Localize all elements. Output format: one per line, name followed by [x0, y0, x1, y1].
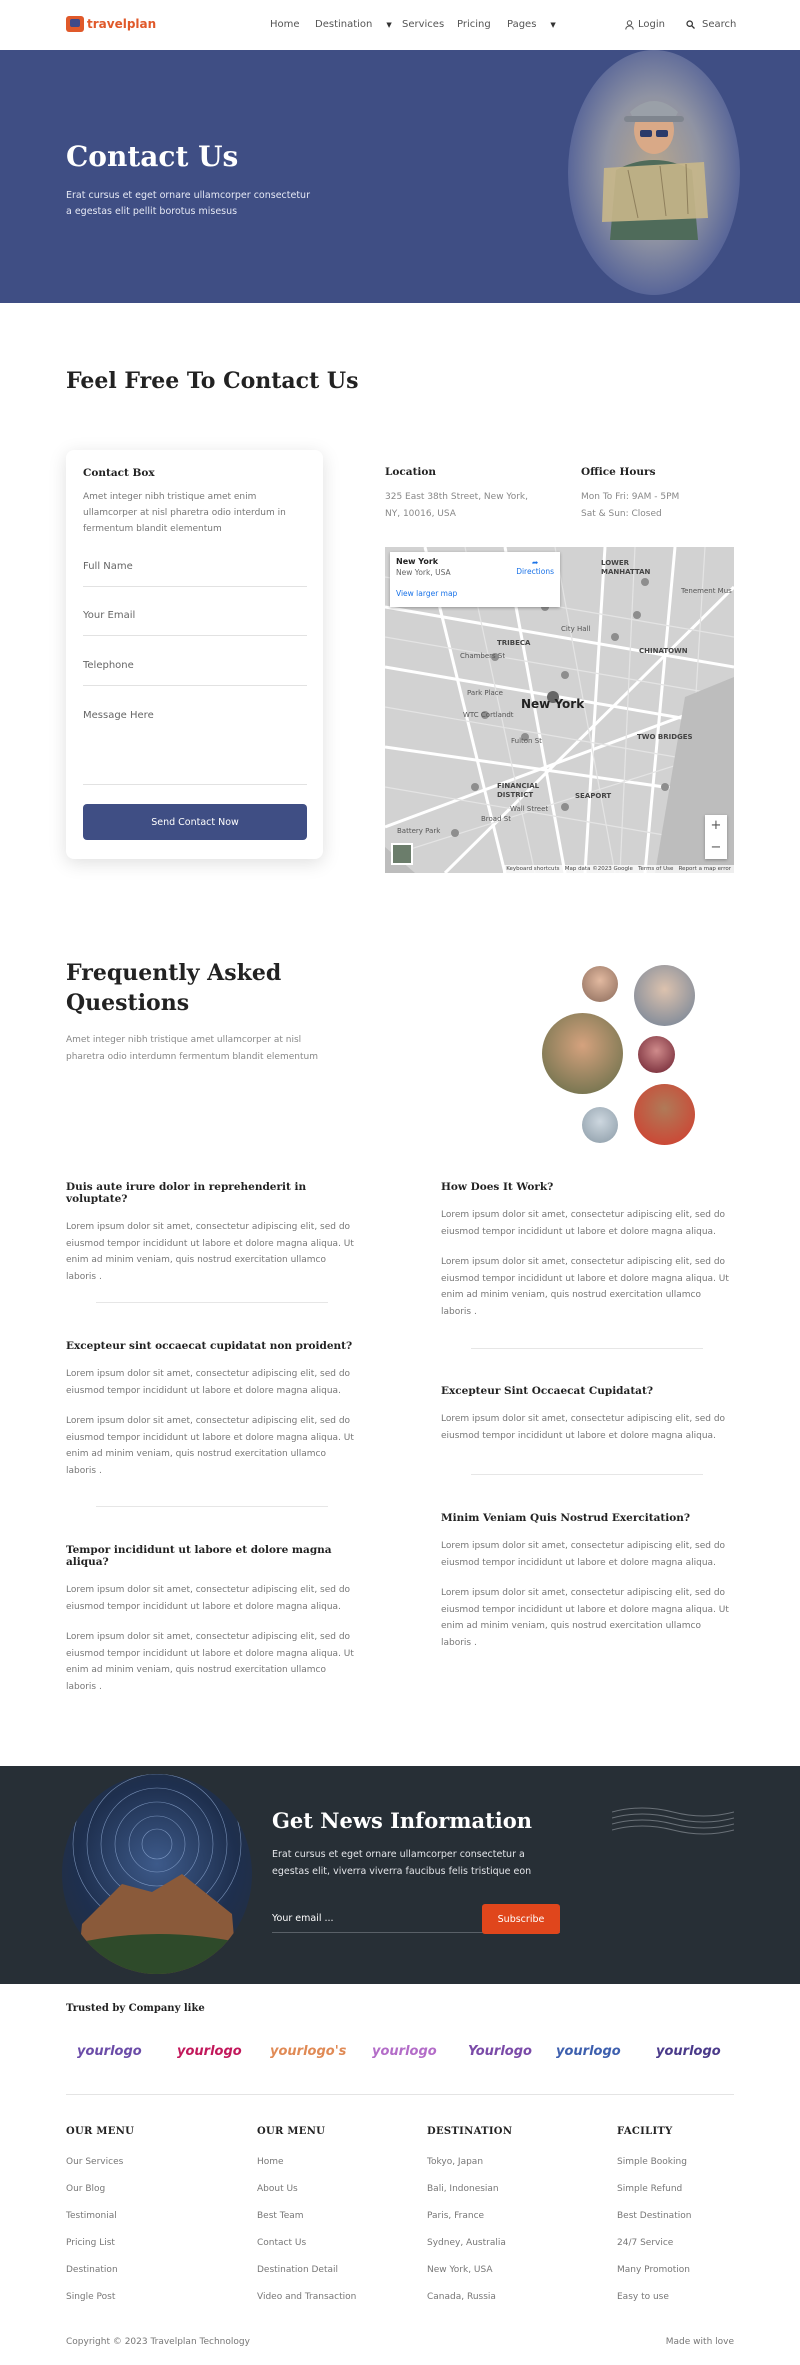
map-label-chinatown: CHINATOWN — [639, 647, 688, 655]
map-label-financial-district: FINANCIAL DISTRICT — [497, 782, 540, 799]
map-label-wall-street: Wall Street — [510, 805, 549, 813]
map-label-city-hall: City Hall — [561, 625, 591, 633]
partner-logo-7[interactable]: yourlogo — [656, 2044, 721, 2059]
faq-answer-4b: Lorem ipsum dolor sit amet, consectetur adipiscing elit, sed do eiusmod tempor incididunt ut labore et dolore magna aliqua. Ut enim ad minim veniam, quis nostrud exercitation ullamco laboris . — [441, 1257, 729, 1317]
footer-col-title: FACILITY — [617, 2126, 673, 2137]
chevron-down-icon: ▼ — [386, 20, 392, 29]
footer-link[interactable]: Destination — [66, 2265, 118, 2275]
faq-answer-3b: Lorem ipsum dolor sit amet, consectetur adipiscing elit, sed do eiusmod tempor incididunt ut labore et dolore magna aliqua. Ut enim ad minim veniam, quis nostrud exercitation ullamco laboris . — [66, 1632, 354, 1692]
traveler-photo — [568, 50, 740, 295]
faq-photo-5 — [582, 1107, 618, 1143]
login-label: Login — [638, 19, 665, 30]
footer-link[interactable]: Destination Detail — [257, 2265, 339, 2275]
star-trail-illustration — [62, 1774, 252, 1974]
footer-link[interactable]: Pricing List — [66, 2238, 115, 2248]
contact-form-card — [66, 450, 323, 859]
office-hours-weekday: Mon To Fri: 9AM - 5PM — [581, 492, 680, 502]
google-map[interactable] — [385, 547, 734, 873]
map-label-tribeca: TRIBECA — [497, 639, 531, 647]
footer-link[interactable]: Canada, Russia — [427, 2292, 496, 2302]
map-label-new-york: New York — [521, 697, 585, 711]
map-label-chambers: Chambers St — [460, 652, 506, 660]
login-link[interactable] — [625, 19, 665, 30]
footer-col-title: DESTINATION — [427, 2126, 513, 2137]
map-label-lower-manhattan: LOWER MANHATTAN — [601, 559, 651, 576]
faq-photo-4 — [638, 1036, 675, 1073]
faq-answer-5: Lorem ipsum dolor sit amet, consectetur adipiscing elit, sed do eiusmod tempor incididunt ut labore et dolore magna aliqua. — [441, 1414, 726, 1441]
footer-link[interactable]: Best Destination — [617, 2211, 692, 2221]
map-zoom-controls — [705, 815, 727, 859]
faq-answer-2a: Lorem ipsum dolor sit amet, consectetur adipiscing elit, sed do eiusmod tempor incididunt ut labore et dolore magna aliqua. — [66, 1369, 351, 1396]
email-input[interactable]: Your Email — [83, 610, 307, 636]
faq-divider — [96, 1302, 328, 1303]
footer-col-facility — [617, 2126, 691, 2319]
map-label-park-place: Park Place — [467, 689, 503, 697]
top-nav — [0, 0, 800, 50]
nav-destination[interactable] — [315, 19, 392, 30]
search-link[interactable] — [686, 19, 736, 30]
faq-question-1[interactable]: Duis aute irure dolor in reprehenderit in voluptate? — [66, 1181, 307, 1205]
faq-question-3[interactable]: Tempor incididunt ut labore et dolore magna aliqua? — [66, 1544, 332, 1568]
faq-answer-2b: Lorem ipsum dolor sit amet, consectetur adipiscing elit, sed do eiusmod tempor incididunt ut labore et dolore magna aliqua. Ut enim ad minim veniam, quis nostrud exercitation ullamco laboris . — [66, 1416, 354, 1476]
partner-logo-1[interactable]: yourlogo — [77, 2044, 142, 2059]
page-title: Contact Us — [66, 140, 239, 173]
faq-answer-6a: Lorem ipsum dolor sit amet, consectetur adipiscing elit, sed do eiusmod tempor incididunt ut labore et dolore magna aliqua. — [441, 1541, 726, 1568]
map-label-two-bridges: TWO BRIDGES — [637, 733, 693, 741]
location-address: 325 East 38th Street, New York, NY, 10016, USA — [385, 492, 529, 519]
map-label-tenement: Tenement Mus — [681, 587, 732, 595]
partner-logo-4[interactable]: yourlogo — [372, 2044, 437, 2059]
footer-link[interactable]: Video and Transaction — [257, 2292, 357, 2302]
star-trail-photo — [62, 1774, 252, 1974]
copyright-text: Copyright © 2023 Travelplan Technology — [66, 2337, 250, 2347]
footer-link[interactable]: New York, USA — [427, 2265, 493, 2275]
search-label: Search — [702, 19, 737, 30]
faq-answer-1: Lorem ipsum dolor sit amet, consectetur adipiscing elit, sed do eiusmod tempor incididunt ut labore et dolore magna aliqua. Ut enim ad minim veniam, quis nostrud exercitation ullamco laboris . — [66, 1222, 354, 1282]
newsletter-section — [0, 1766, 800, 1984]
faq-divider — [471, 1348, 703, 1349]
map-directions-label: Directions — [516, 567, 554, 576]
newsletter-text: Erat cursus et eget ornare ullamcorper consectetur a egestas elit, viverra viverra faucibus felis tristique eon — [272, 1849, 532, 1877]
newsletter-email-input[interactable]: Your email ... — [272, 1905, 560, 1933]
faq-item-6[interactable] — [441, 1512, 731, 1665]
footer-col-destination — [427, 2126, 512, 2319]
faq-item-2[interactable] — [66, 1340, 356, 1493]
footer-link[interactable]: Best Team — [257, 2211, 304, 2221]
footer-link[interactable]: Contact Us — [257, 2238, 307, 2248]
footer-link[interactable]: Sydney, Australia — [427, 2238, 506, 2248]
footer-link[interactable]: Bali, Indonesian — [427, 2184, 499, 2194]
faq-question-5[interactable]: Excepteur Sint Occaecat Cupidatat? — [441, 1385, 653, 1397]
footer-link[interactable]: Simple Refund — [617, 2184, 683, 2194]
map-label-wtc: WTC Cortlandt — [463, 711, 514, 719]
directions-icon: ➦ — [531, 558, 539, 567]
logo-icon — [66, 16, 84, 32]
contact-box-title: Contact Box — [83, 467, 155, 479]
footer-link[interactable]: Single Post — [66, 2292, 116, 2302]
office-hours-weekend: Sat & Sun: Closed — [581, 509, 662, 519]
footer-link[interactable]: Easy to use — [617, 2292, 669, 2302]
faq-heading-line2: Questions — [66, 990, 190, 1016]
faq-item-4[interactable] — [441, 1181, 731, 1334]
map-label-fulton: Fulton St — [511, 737, 542, 745]
office-hours-title: Office Hours — [581, 466, 656, 478]
footer-link[interactable]: About Us — [257, 2184, 298, 2194]
faq-divider — [471, 1474, 703, 1475]
map-info-card — [390, 552, 560, 607]
user-icon — [625, 20, 634, 30]
nav-services-label: Services — [402, 19, 445, 30]
partner-logo-5[interactable]: Yourlogo — [468, 2044, 532, 2059]
newsletter-title: Get News Information — [272, 1808, 533, 1833]
footer-col-title: OUR MENU — [66, 2126, 135, 2137]
nav-home[interactable] — [270, 19, 300, 30]
nav-destination-label: Destination — [315, 19, 373, 30]
footer-col-title: OUR MENU — [257, 2126, 326, 2137]
faq-question-6[interactable]: Minim Veniam Quis Nostrud Exercitation? — [441, 1512, 691, 1524]
faq-photo-6 — [634, 1084, 695, 1145]
map-label-battery-park: Battery Park — [397, 827, 441, 835]
faq-item-3[interactable] — [66, 1544, 356, 1709]
location-title: Location — [385, 466, 437, 478]
footer-divider — [66, 2094, 734, 2095]
footer-link[interactable]: Home — [257, 2157, 284, 2167]
contact-heading: Feel Free To Contact Us — [66, 368, 359, 394]
send-contact-button[interactable]: Send Contact Now — [83, 804, 307, 840]
footer-link[interactable]: Many Promotion — [617, 2265, 690, 2275]
subscribe-button[interactable]: Subscribe — [482, 1904, 560, 1934]
nav-pricing-label: Pricing — [457, 19, 491, 30]
hero-subtitle: Erat cursus et eget ornare ullamcorper consectetur a egestas elit pellit borotus misesus — [66, 190, 310, 217]
footer-link[interactable]: Testimonial — [66, 2211, 117, 2221]
nav-pages[interactable] — [507, 19, 556, 30]
faq-photo-1 — [582, 966, 618, 1002]
map-directions-link[interactable] — [516, 558, 554, 576]
trusted-title: Trusted by Company like — [66, 2003, 205, 2014]
traveler-illustration — [568, 50, 740, 295]
footer-link[interactable]: Our Services — [66, 2157, 124, 2167]
faq-answer-3a: Lorem ipsum dolor sit amet, consectetur adipiscing elit, sed do eiusmod tempor incididunt ut labore et dolore magna aliqua. — [66, 1585, 351, 1612]
map-satellite-toggle[interactable] — [391, 843, 413, 865]
full-name-input[interactable]: Full Name — [83, 561, 307, 587]
map-place-sub: New York, USA — [396, 568, 451, 577]
footer-link[interactable]: Simple Booking — [617, 2157, 687, 2167]
faq-answer-4a: Lorem ipsum dolor sit amet, consectetur adipiscing elit, sed do eiusmod tempor incididunt ut labore et dolore magna aliqua. — [441, 1210, 726, 1237]
chevron-down-icon: ▼ — [550, 20, 556, 29]
nav-pages-label: Pages — [507, 19, 537, 30]
zoom-in-button[interactable]: + — [710, 818, 722, 833]
made-with-love-text: Made with love — [665, 2337, 734, 2347]
faq-divider — [96, 1506, 328, 1507]
zoom-out-button[interactable]: − — [710, 840, 722, 855]
wave-lines-decoration — [612, 1804, 734, 1838]
faq-intro: Amet integer nibh tristique amet ullamcorper at nisl pharetra odio interdumn fermentum blandit elementum — [66, 1035, 318, 1062]
faq-heading-line1: Frequently Asked — [66, 960, 282, 986]
map-label-broad-st: Broad St — [481, 815, 511, 823]
brand-logo[interactable] — [66, 16, 156, 32]
footer-link[interactable]: Paris, France — [427, 2211, 485, 2221]
partner-logo-2[interactable]: yourlogo — [177, 2044, 242, 2059]
partner-logo-6[interactable]: yourlogo — [556, 2044, 621, 2059]
map-label-seaport: SEAPORT — [575, 792, 612, 800]
faq-photo-2 — [634, 965, 695, 1026]
footer-link[interactable]: Our Blog — [66, 2184, 106, 2194]
faq-question-2[interactable]: Excepteur sint occaecat cupidatat non proident? — [66, 1340, 353, 1352]
map-attribution: Keyboard shortcuts Map data ©2023 Google Terms of Use Report a map error — [503, 865, 734, 873]
faq-item-5[interactable] — [441, 1385, 731, 1458]
nav-home-label: Home — [270, 19, 300, 30]
faq-question-4[interactable]: How Does It Work? — [441, 1181, 554, 1193]
footer-link[interactable]: Tokyo, Japan — [427, 2157, 484, 2167]
search-icon — [686, 20, 695, 29]
faq-answer-6b: Lorem ipsum dolor sit amet, consectetur adipiscing elit, sed do eiusmod tempor incididunt ut labore et dolore magna aliqua. Ut enim ad minim veniam, quis nostrud exercitation ullamco laboris . — [441, 1588, 729, 1648]
footer-link[interactable]: 24/7 Service — [617, 2238, 674, 2248]
view-larger-map-link[interactable]: View larger map — [396, 589, 458, 598]
logo-text: travelplan — [87, 17, 157, 31]
message-textarea[interactable]: Message Here — [83, 710, 307, 785]
telephone-input[interactable]: Telephone — [83, 660, 307, 686]
nav-pricing[interactable] — [457, 19, 491, 30]
map-place-name: New York — [396, 557, 439, 566]
faq-photo-3 — [542, 1013, 623, 1094]
partner-logo-3[interactable]: yourlogo's — [270, 2044, 347, 2059]
nav-services[interactable] — [402, 19, 444, 30]
footer-col-our-menu — [66, 2126, 134, 2319]
footer-col-our-menu-2 — [257, 2126, 356, 2319]
contact-box-desc: Amet integer nibh tristique amet enim ullamcorper at nisl pharetra odio interdum in fermentum blandit elementum — [83, 492, 286, 534]
faq-item-1[interactable] — [66, 1181, 356, 1299]
